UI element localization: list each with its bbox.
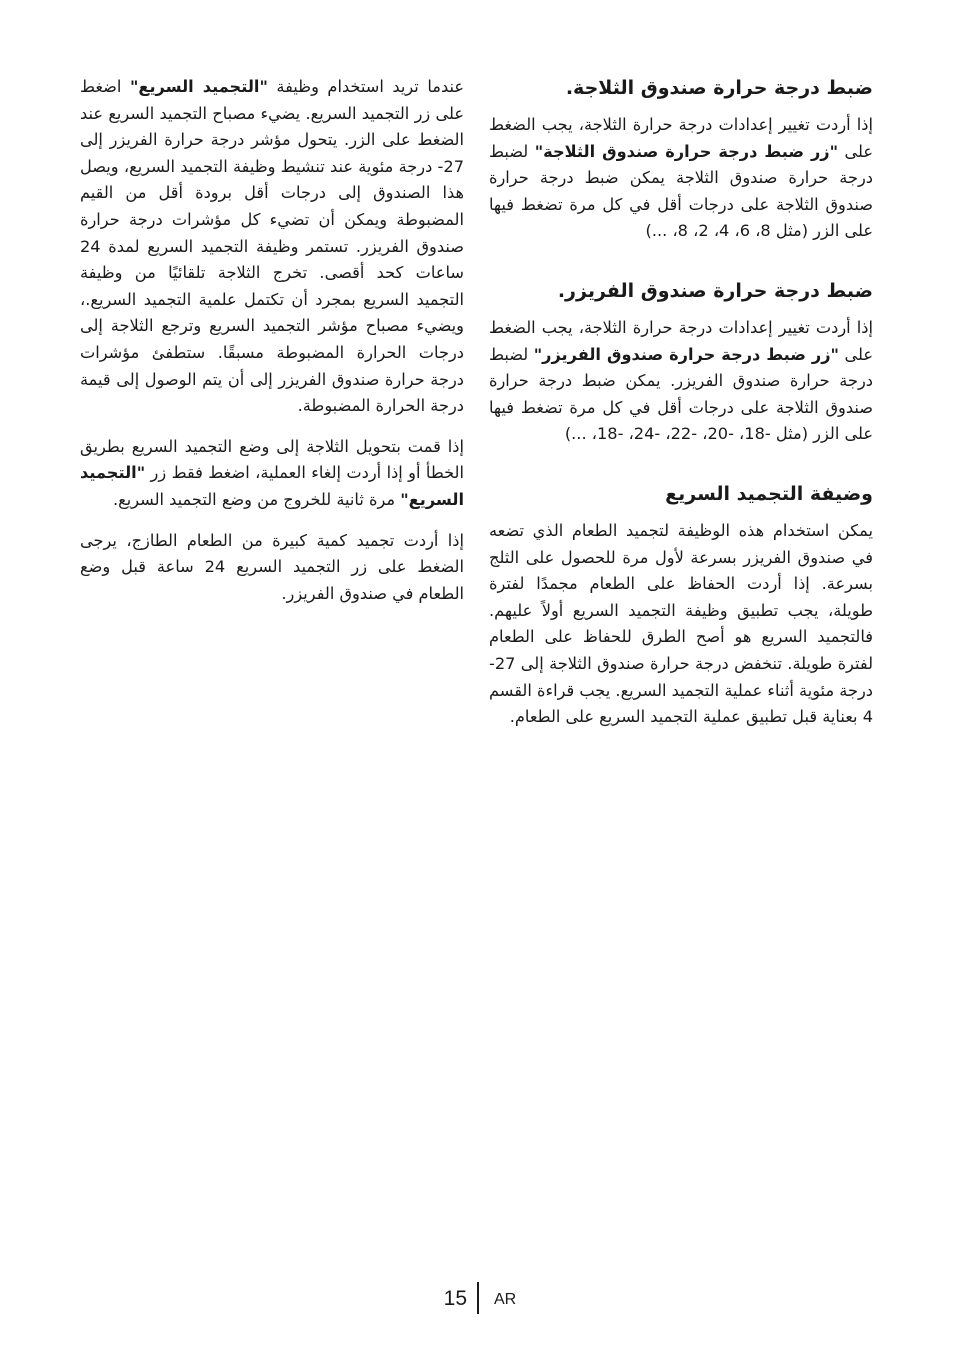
quick-freeze-cancel-paragraph bbox=[80, 434, 464, 514]
paragraph-spacer bbox=[80, 420, 464, 434]
cancel-button-name: "التجميد السريع" bbox=[80, 463, 464, 509]
section-spacer bbox=[489, 448, 873, 480]
quick-freeze-body: يمكن استخدام هذه الوظيفة لتجميد الطعام الذي تضعه في صندوق الفريزر بسرعة لأول مرة للحصول على الثلج بسرعة. إذا أردت الحفاظ على الطعام مجمدًا لفترة طويلة، يجب تطبيق وظيفة التجميد السريع أولاً عليهم. فالتجميد السريع هو أصح الطرق للحفاظ على الطعام لفترة طويلة. تنخفض درجة حرارة صندوق الثلاجة إلى 27- درجة مئوية أثناء عملية التجميد السريع. يجب قراءة القسم 4 بعناية قبل تطبيق عملية التجميد السريع على الطعام. bbox=[489, 520, 873, 727]
usage-text-before: عندما تريد استخدام وظيفة bbox=[267, 77, 464, 96]
freezer-temperature-section bbox=[489, 277, 873, 448]
fridge-text-after: لضبط درجة حرارة صندوق الثلاجة يمكن ضبط درجة حرارة صندوق الثلاجة على درجات أقل في كل مرة تضغط فيها على الزر (مثل 8، 6، 4، 2، 8، ...) bbox=[489, 141, 873, 241]
large-quantity-paragraph: إذا أردت تجميد كمية كبيرة من الطعام الطازج، يرجى الضغط على زر التجميد السريع 24 ساعة قبل وضع الطعام في صندوق الفريزر. bbox=[80, 530, 464, 603]
freezer-section-body bbox=[489, 315, 873, 448]
section-spacer bbox=[489, 245, 873, 277]
left-column bbox=[80, 74, 464, 607]
page-footer bbox=[0, 1282, 954, 1316]
right-column bbox=[489, 74, 873, 731]
page-number: 15 bbox=[443, 1287, 467, 1310]
freezer-button-name: "زر ضبط درجة حرارة صندوق الفريزر" bbox=[533, 344, 839, 364]
quick-freeze-usage-paragraph bbox=[80, 74, 464, 420]
language-code: AR bbox=[494, 1291, 517, 1308]
quick-freeze-section bbox=[489, 480, 873, 731]
cancel-text-before: إذا قمت بتحويل الثلاجة إلى وضع التجميد السريع بطريق الخطأ أو إذا أردت إلغاء العملية، اضغط فقط زر bbox=[80, 436, 464, 483]
quick-freeze-heading: وضيفة التجميد السريع bbox=[665, 482, 873, 505]
fridge-section-body bbox=[489, 112, 873, 245]
fridge-section-heading: ضبط درجة حرارة صندوق الثلاجة. bbox=[565, 77, 873, 99]
paragraph-spacer bbox=[80, 514, 464, 528]
usage-function-name: "التجميد السريع" bbox=[129, 77, 268, 96]
freezer-text-before: إذا أردت تغيير إعدادات درجة حرارة الثلاجة، يجب الضغط على bbox=[489, 317, 874, 364]
usage-text-after: اضغط على زر التجميد السريع. يضيء مصباح التجميد السريع عند الضغط على الزر. يتحول مؤشر درجة حرارة الفريزر إلى 27- درجة مئوية عند تنشيط وظيفة التجميد السريع، ويصل هذا الصندوق إلى درجات أقل برودة أقل من القيم المضبوطة ويمكن أن تضيء كل مؤشرات درجة حرارة صندوق الفريزر. تستمر وظيفة التجميد السريع لمدة 24 ساعات كحد أقصى. تخرج الثلاجة تلقائيًا من وظيفة التجميد السريع بمجرد أن تكتمل علمية التجميد السريع.، ويضيء مصباح مؤشر التجميد السريع وترجع الثلاجة إلى درجات الحرارة المضبوطة مسبقًا. ستطفئ مؤشرات درجة حرارة صندوق الفريزر إلى أن يتم الوصول إلى قيمة درجة الحرارة المضبوطة. bbox=[80, 77, 464, 416]
cancel-text-after: مرة ثانية للخروج من وضع التجميد السريع. bbox=[112, 489, 401, 509]
freezer-section-heading: ضبط درجة حرارة صندوق الفريزر. bbox=[557, 279, 873, 302]
fridge-temperature-section bbox=[489, 74, 873, 245]
fridge-text-before: إذا أردت تغيير إعدادات درجة حرارة الثلاجة، يجب الضغط على bbox=[489, 115, 873, 161]
footer-divider bbox=[477, 1282, 479, 1314]
freezer-text-after: لضبط درجة حرارة صندوق الفريزر. يمكن ضبط درجة حرارة صندوق الثلاجة على درجات أقل في كل مرة تضغط فيها على الزر (مثل -18، -20، -22، -24، -18، ...) bbox=[489, 344, 873, 444]
fridge-button-name: "زر ضبط درجة حرارة صندوق الثلاجة" bbox=[534, 141, 839, 161]
